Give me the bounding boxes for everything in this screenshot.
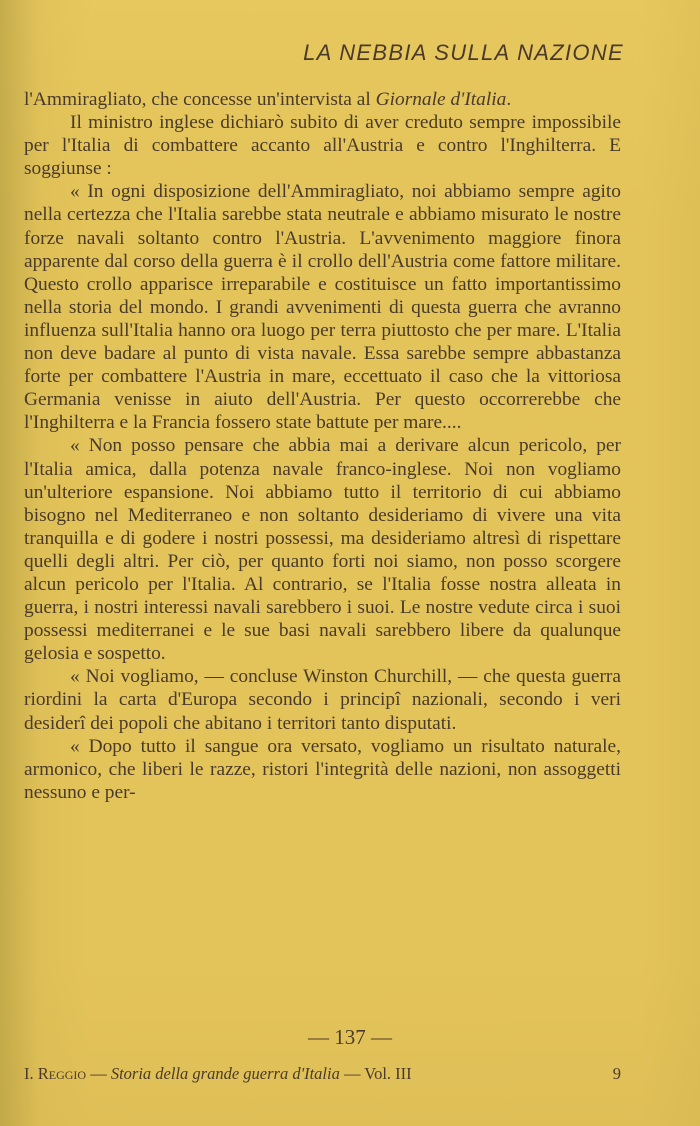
paragraph-3: « In ogni disposizione dell'Ammiragliato, noi abbiamo sempre agito nella certezza che l'Italia sarebbe stata neutrale e abbiamo misurato le nostre forze navali soltanto contro l'Austria. L'avvenimento maggiore finora apparente dal corso della guerra è il crollo dell'Austria come fattore militare. Questo crollo apparisce irreparabile e costituisce un fatto importantissimo nella storia del mondo. I grandi avvenimenti di questa guerra che avranno influenza sull'Italia hanno ora luogo per terra piuttosto che per mare. L'Italia non deve badare al punto di vista navale. Essa sarebbe sempre abbastanza forte per combattere l'Austria in mare, eccettuato il caso che la vittoriosa Germania venisse in aiuto dell'Austria. Per questo occorrerebbe che l'Inghilterra e la Francia fossero state battute per mare.... xyxy=(24,181,621,434)
footer-title: Storia della grande guerra d'Italia xyxy=(110,1064,340,1083)
page-body xyxy=(24,88,621,804)
paragraph-4: « Non posso pensare che abbia mai a derivare alcun pericolo, per l'Italia amica, dalla potenza navale franco-inglese. Noi non vogliamo un'ulteriore espansione. Noi abbiamo tutto il territorio di cui abbiamo bisogno nel Mediterraneo e non soltanto desideriamo di vivere una vita tranquilla e di godere i nostri possessi, ma desideriamo altresì di rispettare quelli degli altri. Per ciò, per quanto forti noi siamo, non posso scorgere alcun pericolo per l'Italia. Al contrario, se l'Italia fosse nostra alleata in guerra, i nostri interessi navali sarebbero i suoi. Le nostre vedute circa i suoi possessi mediterranei e le sue basi navali sarebbero libere da qualunque gelosia e sospetto. xyxy=(24,435,621,665)
paragraph-1-start: l'Ammiragliato, che concesse un'intervista al xyxy=(24,89,376,110)
footer-volume: — Vol. III xyxy=(339,1064,412,1083)
newspaper-title: Giornale d'Italia xyxy=(375,89,507,110)
footer-citation xyxy=(24,1064,412,1084)
footer xyxy=(24,1064,621,1084)
page-number: — 137 — xyxy=(308,1025,392,1049)
paragraph-1 xyxy=(24,88,621,111)
running-header: LA NEBBIA SULLA NAZIONE xyxy=(303,40,624,65)
footer-author: I. Reggio — xyxy=(24,1064,111,1083)
signature-mark: 9 xyxy=(612,1064,621,1083)
paragraph-5: « Noi vogliamo, — concluse Winston Churchill, — che questa guerra riordini la carta d'Europa secondo i principî nazionali, secondo i veri desiderî dei popoli che abitano i territori tanto disputati. xyxy=(24,666,621,734)
paragraph-6: « Dopo tutto il sangue ora versato, vogliamo un risultato naturale, armonico, che liberi le razze, ristori l'integrità delle nazioni, non assoggetti nessuno e per- xyxy=(24,735,621,803)
paragraph-2: Il ministro inglese dichiarò subito di aver creduto sempre impossibile per l'Italia di combattere accanto all'Austria e contro l'Inghilterra. E soggiunse : xyxy=(24,112,621,180)
paragraph-1-end: . xyxy=(506,89,512,110)
